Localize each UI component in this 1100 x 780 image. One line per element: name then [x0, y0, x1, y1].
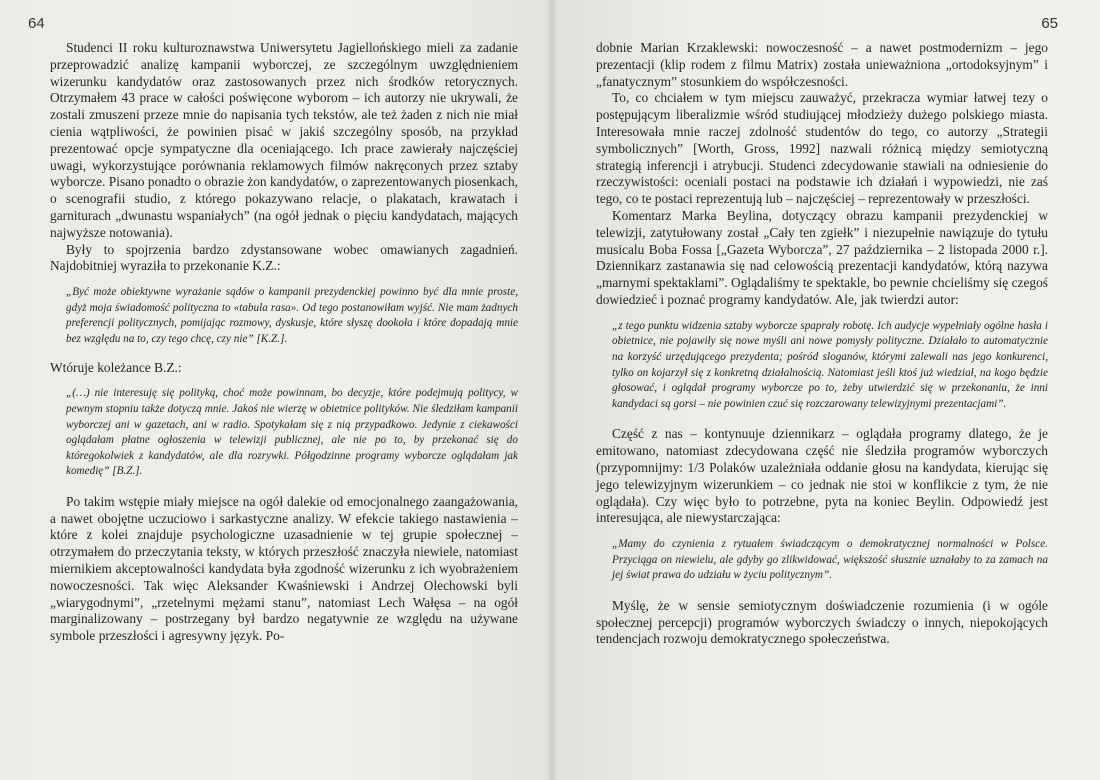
right-paragraph-3: Komentarz Marka Beylina, dotyczący obrazu kampanii prezydenckiej w telewizji, zatytułowany został „Cały ten zgiełk” i niezupełnie nawiązuje do tytułu musicalu Boba Fossa [„Gazeta Wyborcza”, 27 października – 2 listopada 2000 r.]. Dziennikarz zastanawia się nad celowością prezentacji kandydatów, którą nazywa „marnymi spektaklami”. Oglądaliśmy te spektakle, bo pewnie chcieliśmy się czegoś dowiedzieć i poznać programy kandydatów. Ale, jak twierdzi autor:: [596, 207, 1048, 307]
left-paragraph-2: Były to spojrzenia bardzo zdystansowane wobec omawianych zagadnień. Najdobitniej wyraziła to przekonanie K.Z.:: [50, 241, 518, 274]
left-paragraph-3: Po takim wstępie miały miejsce na ogół dalekie od emocjonalnego zaangażowania, a nawet obojętne uczuciowo i sarkastyczne analizy. W efekcie takiego nastawienia – które z kolei znajduje psychologiczne uzasadnienie w tej grupie społecznej – otrzymałem do przeczytania teksty, w których przeszłość znaczyła niewiele, natomiast miernikiem akceptowalności kandydata była zgodność wizerunku z ich wyobrażeniem nowoczesności. Tak więc Aleksander Kwaśniewski i Andrzej Olechowski byli „wiarygodnymi”, „rzetelnymi mężami stanu”, natomiast Lech Wałęsa – na ogół marginalizowany – postrzegany był bardzo negatywnie ze względu na używane symbole przeszłości i agresywny język. Po-: [50, 493, 518, 644]
right-page: [552, 0, 1100, 780]
right-paragraph-1: dobnie Marian Krzaklewski: nowoczesność – a nawet postmodernizm – jego prezentacji (klip rodem z filmu Matrix) została unieważniona „ortodoksyjnym” i „fanatycznym” stosunkiem do współczesności.: [596, 40, 1048, 89]
right-paragraph-5: Myślę, że w sensie semiotycznym doświadczenie rozumienia (i w ogóle społecznej percepcji) programów wyborczych świadczy o innych, niepokojących tendencjach rozwoju demokratycznego społeczeństwa.: [596, 597, 1048, 647]
left-paragraph-1: Studenci II roku kulturoznawstwa Uniwersytetu Jagiellońskiego mieli za zadanie przeprowadzić analizę kampanii wyborczej, ze szczególnym uwzględnieniem wizerunku kandydatów oraz zastosowanych przez nich środków retorycznych. Otrzymałem 43 prace w całości poświęcone wyborom – ich autorzy nie ukrywali, że zostali zmuszeni przeze mnie do napisania tych tekstów, ale też żaden z nich nie miał cienia wątpliwości, że powinien pisać w jakiś szczególny sposób, na przykład prezentować opcje sympatyczne dla oceniającego. Ich prace zawierały najczęściej uwagi, wykorzystujące porównania reklamowych filmów nakręconych przez sztaby wyborcze. Pisano ponadto o obrazie żon kandydatów, o zaprezentowanych piosenkach, o scenografii studio, z którego pokazywano relacje, o plakatach, krawatach i garniturach „dwunastu wspaniałych” (na ogół jednak o pięciu kandydatach, mających najwyższe notowania).: [50, 40, 518, 240]
right-quote-beylin: „z tego punktu widzenia sztaby wyborcze spaprały robotę. Ich audycje wypełniały ogólne hasła i obietnice, nie pojawiły się nowe myśli ani nowe pomysły polityczne. Działało to automatycznie na korzyść urzędującego prezydenta; pośród sloganów, którymi zalewali nas jego konkurenci, tylko on kojarzył się z konkretną działalnością. Natomiast jeśli ktoś już wiedział, na kogo będzie głosować, i oglądał programy wyborcze po to, żeby utwierdzić się w przekonaniu, że inni kandydaci są gorsi – nie powinien czuć się rozczarowany telewizyjnymi prezentacjami”.: [612, 319, 1048, 410]
right-quote-rytual: „Mamy do czynienia z rytuałem świadczącym o demokratycznej normalności w Polsce. Przyciąga on niewielu, ale gdyby go zlikwidować, większość słusznie uznałaby to za zamach na jej świat prawa do udziału w życiu politycznym”.: [612, 538, 1048, 582]
left-quote-kz: „Być może obiektywne wyrażanie sądów o kampanii prezydenckiej powinno być dla mnie proste, gdyż moja świadomość polityczna to «tabula rasa». Od tego postanowiłam wyjść. Nie mam żadnych preferencji politycznych, pomijając rozmowy, dyskusje, które słyszę dookoła i które dopadają mnie bez względu na to, czy tego chcę, czy nie” [K.Z.].: [66, 286, 518, 345]
right-paragraph-4: Część z nas – kontynuuje dziennikarz – oglądała programy dlatego, że je emitowano, natomiast zdecydowana część nie śledziła programów wyborczych (przypomnijmy: 1/3 Polaków uzależniała oddanie głosu na kandydata, kierując się jego telewizyjnym wizerunkiem – co jednak nie stoi w konflikcie z tym, że nie oglądała). Czy więc było to potrzebne, pyta na koniec Beylin. Odpowiedź jest interesująca, ale niewystarczająca:: [596, 426, 1048, 526]
left-label-bz: Wtóruje koleżance B.Z.:: [50, 359, 182, 375]
right-paragraph-2: To, co chciałem w tym miejscu zauważyć, przekracza wymiar łatwej tezy o postępującym liberalizmie wśród studiującej młodzieży dużego polskiego miasta. Interesowała mnie raczej zdolność studentów do tego, co autorzy „Strategii symbolicznych” [Worth, Gross, 1992] nazwali różnicą między semiotyczną strategią inferencji i atrybucji. Studenci zdecydowanie stawiali na odniesienie do rzeczywistości: oceniali postaci na podstawie ich działań i wypowiedzi, nie zaś tego, co te postaci reprezentują lub – najczęściej – reprezentowały w przeszłości.: [596, 90, 1048, 207]
page-number-left: 64: [28, 15, 45, 32]
book-gutter: [547, 0, 557, 780]
left-quote-bz: „(…) nie interesuję się polityką, choć może powinnam, bo decyzje, które podejmują politycy, w pewnym stopniu także dotyczą mnie. Jakoś nie wierzę w obietnice polityków. Nie śledziłam kampanii wyborczej ani w gazetach, ani w radio. Spotykałam się z nią przypadkowo. Jedynie z ciekawości oglądałam płatne ogłoszenia w telewizji publicznej, ale nie po to, by przekonać się do któregokolwiek z kandydatów, ale dla rozrywki. Półgodzinne programy wyborcze oglądałam jak komedię” [B.Z.].: [66, 387, 518, 478]
page-number-right: 65: [1041, 15, 1058, 32]
